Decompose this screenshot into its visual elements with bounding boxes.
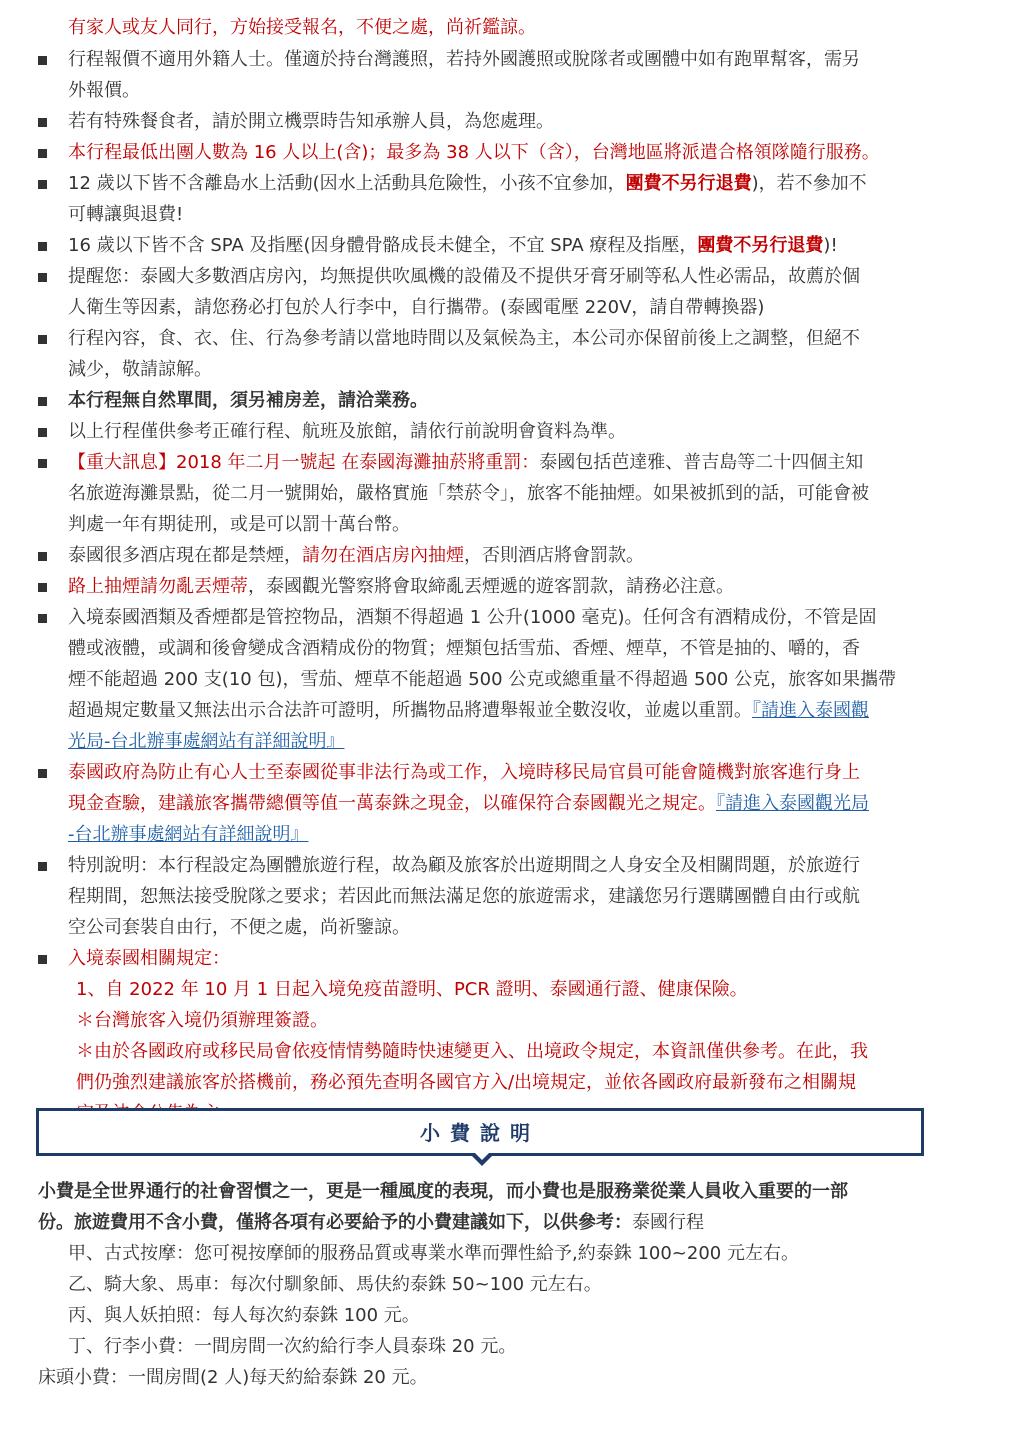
note-line: 有家人或友人同行，方始接受報名，不便之處，尚祈鑑諒。 bbox=[68, 17, 536, 38]
note-line: 若有特殊餐食者，請於開立機票時告知承辦人員，為您處理。 bbox=[68, 111, 554, 132]
note-line bbox=[68, 819, 309, 850]
bullet-icon bbox=[38, 862, 47, 871]
bullet-icon bbox=[38, 459, 47, 468]
tat-website-link[interactable]: 光局-台北辦事處網站有詳細說明』 bbox=[68, 731, 345, 752]
bullet-icon bbox=[38, 428, 47, 437]
note-line: ＊台灣旅客入境仍須辦理簽證。 bbox=[76, 1010, 328, 1031]
bullet-icon bbox=[38, 56, 47, 65]
bullet-icon bbox=[38, 552, 47, 561]
note-line: 體或液體，或調和後會變成含酒精成份的物質；煙類包括雪茄、香煙、煙草，不管是抽的、嚼的，香 bbox=[68, 638, 860, 659]
tips-banner bbox=[36, 1108, 924, 1156]
banner-notch-inner bbox=[473, 1151, 491, 1160]
note-line: 泰國很多酒店現在都是禁煙，請勿在酒店房內抽煙，否則酒店將會罰款。 bbox=[68, 545, 644, 566]
tat-website-link[interactable]: 『請進入泰國觀 bbox=[752, 700, 869, 721]
note-line: 路上抽煙請勿亂丟煙蒂，泰國觀光警察將會取締亂丟煙遞的遊客罰款，請務必注意。 bbox=[68, 576, 734, 597]
tips-title: 小費說明 bbox=[420, 1121, 540, 1145]
tip-item: 床頭小費：一間房間(2 人)每天約給泰銖 20 元。 bbox=[38, 1367, 428, 1388]
note-line: 程期間，恕無法接受脫隊之要求；若因此而無法滿足您的旅遊需求，建議您另行選購團體自由行或航 bbox=[68, 886, 860, 907]
bullet-icon bbox=[38, 335, 47, 344]
note-line: ＊由於各國政府或移民局會依疫情情勢隨時快速變更入、出境政令規定，本資訊僅供參考。在此，我 bbox=[76, 1041, 868, 1062]
note-line: 人衛生等因素，請您務必打包於人行李中，自行攜帶。(泰國電壓 220V，請自帶轉換器) bbox=[68, 297, 765, 318]
note-line: 超過規定數量又無法出示合法許可證明，所攜物品將遭舉報並全數沒收，並處以重罰。『請進入泰國觀 bbox=[68, 700, 869, 721]
tip-item: 丁、行李小費：一間房間一次約給行李人員泰珠 20 元。 bbox=[68, 1336, 517, 1357]
note-line: 本行程最低出團人數為 16 人以上(含)；最多為 38 人以下（含），台灣地區將派遣合格領隊隨行服務。 bbox=[68, 142, 880, 163]
bullet-icon bbox=[38, 769, 47, 778]
tat-website-link[interactable]: -台北辦事處網站有詳細說明』 bbox=[68, 824, 309, 845]
note-line: 【重大訊息】2018 年二月一號起 在泰國海灘抽菸將重罰：泰國包括芭達雅、普吉島等二十四個主知 bbox=[68, 452, 864, 473]
tip-item: 丙、與人妖拍照：每人每次約泰銖 100 元。 bbox=[68, 1305, 420, 1326]
note-line: 行程報價不適用外籍人士。僅適於持台灣護照，若持外國護照或脫隊者或團體中如有跑單幫客，需另 bbox=[68, 49, 860, 70]
tips-intro: 份。旅遊費用不含小費，僅將各項有必要給予的小費建議如下，以供參考：泰國行程 bbox=[38, 1212, 704, 1233]
bullet-icon bbox=[38, 118, 47, 127]
bullet-icon bbox=[38, 614, 47, 623]
bullet-icon bbox=[38, 149, 47, 158]
note-line: 入境泰國相關規定： bbox=[68, 948, 230, 969]
note-line: 入境泰國酒類及香煙都是管控物品，酒類不得超過 1 公升(1000 毫克)。任何含有酒精成份，不管是固 bbox=[68, 607, 877, 628]
note-line: 以上行程僅供參考正確行程、航班及旅館，請依行前說明會資料為準。 bbox=[68, 421, 626, 442]
note-line: 1、自 2022 年 10 月 1 日起入境免疫苗證明、PCR 證明、泰國通行證、健康保險。 bbox=[76, 979, 748, 1000]
note-line: 外報價。 bbox=[68, 80, 140, 101]
bullet-icon bbox=[38, 273, 47, 282]
note-line: 煙不能超過 200 支(10 包)，雪茄、煙草不能超過 500 公克或總重量不得超過 500 公克，旅客如果攜帶 bbox=[68, 669, 897, 690]
tips-intro: 小費是全世界通行的社會習慣之一，更是一種風度的表現，而小費也是服務業從業人員收入重要的一部 bbox=[38, 1181, 848, 1202]
note-line: 減少，敬請諒解。 bbox=[68, 359, 212, 380]
note-line: 判處一年有期徒刑，或是可以罰十萬台幣。 bbox=[68, 514, 410, 535]
bullet-icon bbox=[38, 397, 47, 406]
note-line bbox=[68, 726, 345, 757]
note-line: 特別說明：本行程設定為團體旅遊行程，故為顧及旅客於出遊期間之人身安全及相關問題，於旅遊行 bbox=[68, 855, 860, 876]
bullet-icon bbox=[38, 583, 47, 592]
tip-item: 乙、騎大象、馬車：每次付馴象師、馬伕約泰銖 50~100 元左右。 bbox=[68, 1274, 602, 1295]
bullet-icon bbox=[38, 242, 47, 251]
note-line: 泰國政府為防止有心人士至泰國從事非法行為或工作，入境時移民局官員可能會隨機對旅客進行身上 bbox=[68, 762, 860, 783]
note-line: 行程內容，食、衣、住、行為參考請以當地時間以及氣候為主，本公司亦保留前後上之調整，但絕不 bbox=[68, 328, 860, 349]
note-line: 16 歲以下皆不含 SPA 及指壓(因身體骨骼成長未健全，不宜 SPA 療程及指壓，團費不另行退費)! bbox=[68, 235, 838, 256]
note-line: 可轉讓與退費! bbox=[68, 204, 184, 225]
note-line: 12 歲以下皆不含離島水上活動(因水上活動具危險性，小孩不宜參加，團費不另行退費)，若不參加不 bbox=[68, 173, 867, 194]
bullet-icon bbox=[38, 955, 47, 964]
tip-item: 甲、古式按摩：您可視按摩師的服務品質或專業水準而彈性給予,約泰銖 100~200 元左右。 bbox=[68, 1243, 799, 1264]
note-line: 提醒您：泰國大多數酒店房內，均無提供吹風機的設備及不提供牙膏牙刷等私人性必需品，故薦於個 bbox=[68, 266, 860, 287]
tat-website-link[interactable]: 『請進入泰國觀光局 bbox=[716, 793, 869, 814]
bullet-icon bbox=[38, 180, 47, 189]
note-line: 本行程無自然單間，須另補房差，請洽業務。 bbox=[68, 390, 428, 411]
note-line: 們仍強烈建議旅客於搭機前，務必預先查明各國官方入/出境規定，並依各國政府最新發布之相關規 bbox=[76, 1072, 857, 1093]
note-line: 名旅遊海灘景點，從二月一號開始，嚴格實施「禁菸令」，旅客不能抽煙。如果被抓到的話，可能會被 bbox=[68, 483, 869, 504]
note-line: 現金查驗，建議旅客攜帶總價等值一萬泰銖之現金，以確保符合泰國觀光之規定。『請進入泰國觀光局 bbox=[68, 793, 869, 814]
note-line: 空公司套裝自由行，不便之處，尚祈鑒諒。 bbox=[68, 917, 410, 938]
